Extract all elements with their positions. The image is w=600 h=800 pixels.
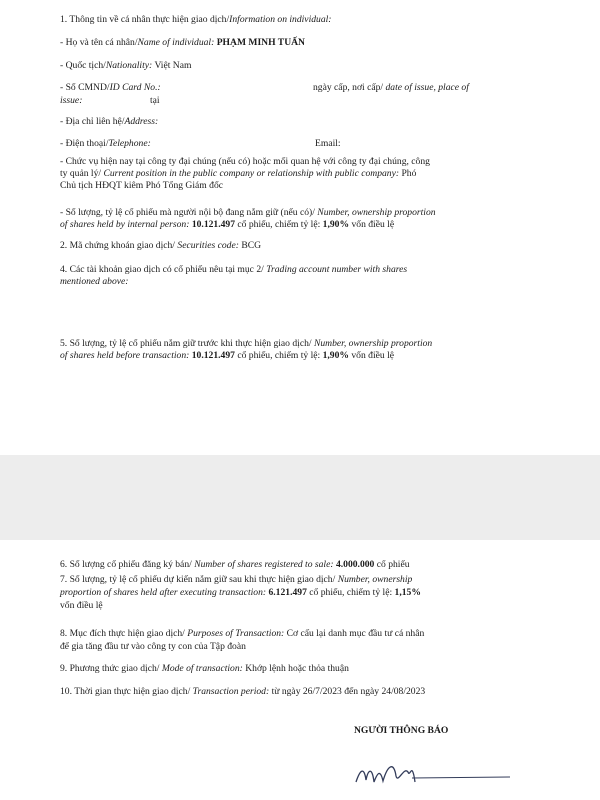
handwritten-signature <box>350 752 520 792</box>
holding-line-2: of shares held by internal person: 10.121.497 cổ phiếu, chiếm tỷ lệ: 1,90% vốn điều lệ <box>60 219 395 230</box>
before-transaction-line-1: 5. Số lượng, tỷ lệ cổ phiếu nắm giữ trước khi thực hiện giao dịch/ Number, ownership proportion <box>60 338 433 349</box>
section-1-header: 1. Thông tin về cá nhân thực hiện giao dịch/Information on individual: <box>60 14 332 25</box>
position-line-2: ty quản lý/ Current position in the public company or relationship with public company: Phó <box>60 168 417 179</box>
nationality-value: Việt Nam <box>154 60 192 71</box>
address-line: - Địa chỉ liên hệ/Address: <box>60 116 159 127</box>
securities-code-value: BCG <box>241 240 262 251</box>
name-value: PHẠM MINH TUẤN <box>216 37 305 48</box>
issue-place: tại <box>150 95 160 106</box>
nationality-line: - Quốc tịch/Nationality: Việt Nam <box>60 60 192 71</box>
purpose-line-1: 8. Mục đích thực hiện giao dịch/ Purposes of Transaction: Cơ cấu lại danh mục đầu tư cá nhân <box>60 628 425 639</box>
holding-line-1: - Số lượng, tỷ lệ cổ phiếu mà người nội bộ đang nắm giữ (nếu có)/ Number, ownership proportion <box>60 207 436 218</box>
issue-line: ngày cấp, nơi cấp/ date of issue, place of <box>313 82 469 93</box>
after-transaction-line-2: proportion of shares held after executing transaction: 6.121.497 cổ phiếu, chiếm tỷ lệ: 1,15% <box>60 587 421 598</box>
trading-account-line-1: 4. Các tài khoản giao dịch có cổ phiếu nêu tại mục 2/ Trading account number with shares <box>60 264 408 275</box>
after-transaction-line-1: 7. Số lượng, tỷ lệ cổ phiếu dự kiến nắm giữ sau khi thực hiện giao dịch/ Number, ownership <box>60 574 413 585</box>
trading-account-line-2: mentioned above: <box>60 276 129 287</box>
position-value: Chủ tịch HĐQT kiêm Phó Tổng Giám đốc <box>60 180 223 191</box>
mode-line: 9. Phương thức giao dịch/ Mode of transaction: Khớp lệnh hoặc thỏa thuận <box>60 663 349 674</box>
period-line: 10. Thời gian thực hiện giao dịch/ Transaction period: từ ngày 26/7/2023 đến ngày 24/08/2023 <box>60 686 426 697</box>
page-break-gap <box>0 455 600 540</box>
id-card-line: - Số CMND/ID Card No.: <box>60 82 161 93</box>
before-transaction-line-2: of shares held before transaction: 10.121.497 cổ phiếu, chiếm tỷ lệ: 1,90% vốn điều lệ <box>60 350 395 361</box>
issue-line-cont: issue: <box>60 95 83 106</box>
position-line-1: - Chức vụ hiện nay tại công ty đại chúng (nếu có) hoặc mối quan hệ với công ty đại chúng, công <box>60 156 430 167</box>
securities-code-line: 2. Mã chứng khoán giao dịch/ Securities code: BCG <box>60 240 262 251</box>
name-line: - Họ và tên cá nhân/Name of individual: PHẠM MINH TUẤN <box>60 37 305 48</box>
registered-sale-line: 6. Số lượng cổ phiếu đăng ký bán/ Number of shares registered to sale: 4.000.000 cổ phiếu <box>60 559 410 570</box>
email-label: Email: <box>315 138 341 149</box>
phone-line: - Điện thoại/Telephone: <box>60 138 151 149</box>
purpose-line-2: để gia tăng đầu tư vào công ty con của Tập đoàn <box>60 641 246 652</box>
signature-title: NGƯỜI THÔNG BÁO <box>354 725 449 736</box>
after-transaction-line-3: vốn điều lệ <box>60 600 103 611</box>
